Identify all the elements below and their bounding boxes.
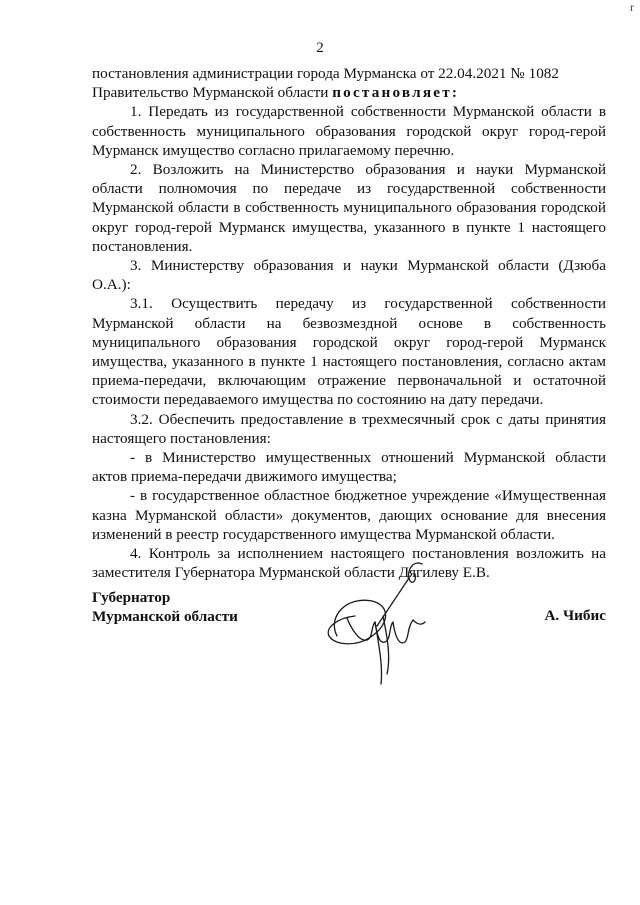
paragraph-3-1: 3.1. Осуществить передачу из государственной собственности Мурманской области на безвозмездной основе в собственность муниципального образования городской округ город-герой Мурманск имущества, указанного в пункте 1 настоящего постановления, согласно актам приема-передачи, включающим отражение первоначальной и остаточной стоимости передаваемого имущества по состоянию на дату передачи. bbox=[92, 295, 606, 409]
signer-title bbox=[92, 588, 238, 626]
signer-title-line-2: Мурманской области bbox=[92, 608, 238, 626]
signer-name: А. Чибис bbox=[544, 607, 606, 624]
paragraph-1: 1. Передать из государственной собственности Мурманской области в собственность муниципального образования городской округ город-герой Мурманск имущество согласно прилагаемому перечню. bbox=[92, 103, 606, 159]
preamble bbox=[92, 83, 606, 102]
paragraph-4: 4. Контроль за исполнением настоящего постановления возложить на заместителя Губернатора Мурманской области Дягилеву Е.В. bbox=[92, 545, 606, 582]
document-body bbox=[92, 64, 606, 582]
paragraph-3-2-a: - в Министерство имущественных отношений Мурманской области актов приема-передачи движимого имущества; bbox=[92, 449, 606, 486]
paragraph-3-2-b: - в государственное областное бюджетное учреждение «Имущественная казна Мурманской области» документов, дающих основание для внесения изменений в реестр государственного имущества Мурманской области. bbox=[92, 487, 606, 543]
page-number: 2 bbox=[316, 40, 324, 56]
signer-title-line-1: Губернатор bbox=[92, 589, 171, 606]
preamble-text: Правительство Мурманской области bbox=[92, 84, 333, 102]
paragraph-2: 2. Возложить на Министерство образования и науки Мурманской области полномочия по передаче из государственной собственности Мурманской области в собственность муниципального образования городской округ город-герой Мурманск имущества, указанного в пункте 1 настоящего постановления. bbox=[92, 161, 606, 255]
signature-block bbox=[92, 588, 606, 708]
intro-line: постановления администрации города Мурманска от 22.04.2021 № 1082 bbox=[92, 65, 559, 82]
handwritten-signature bbox=[317, 556, 447, 696]
decree-word: постановляет: bbox=[332, 84, 460, 102]
paragraph-3: 3. Министерству образования и науки Мурманской области (Дзюба О.А.): bbox=[92, 257, 606, 294]
paragraph-3-2: 3.2. Обеспечить предоставление в трехмесячный срок с даты принятия настоящего постановления: bbox=[92, 410, 606, 447]
corner-mark: r bbox=[630, 0, 634, 14]
